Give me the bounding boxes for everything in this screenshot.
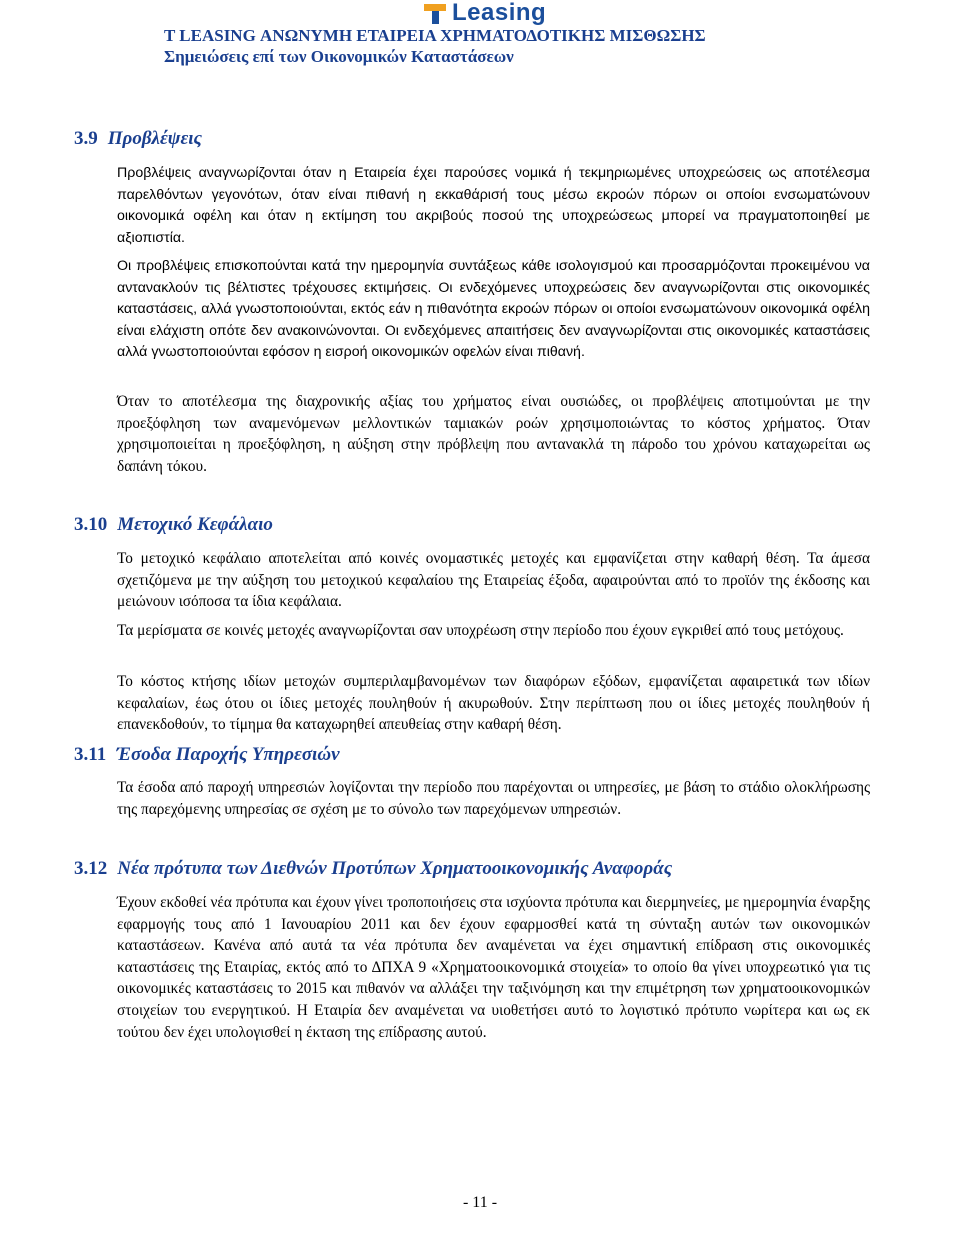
page-number: - 11 -: [462, 1194, 498, 1211]
paragraph: Τα μερίσματα σε κοινές μετοχές αναγνωρίζονται σαν υποχρέωση στην περίοδο που έχουν εγκριθεί από τους μετόχους.: [117, 622, 844, 639]
paragraph: Τα έσοδα από παροχή υπηρεσιών λογίζονται την περίοδο που παρέχονται οι υπηρεσίες, με βάση το στάδιο ολοκλήρωσης της παρεχόμενης υπηρεσίας σε σχέση με το σύνολο των παρεχόμενων υπηρεσιών.: [117, 779, 870, 818]
section-title-3-12: 3.12 Νέα πρότυπα των Διεθνών Προτύπων Χρηματοοικονομικής Αναφοράς: [74, 858, 673, 879]
company-name: T LEASING ΑΝΩΝΥΜΗ ΕΤΑΙΡΕΙΑ ΧΡΗΜΑΤΟΔΟΤΙΚΗΣ ΜΙΣΘΩΣΗΣ: [164, 26, 706, 45]
paragraph: Το μετοχικό κεφάλαιο αποτελείται από κοινές ονομαστικές μετοχές και εμφανίζεται στην καθαρή θέση. Τα άμεσα σχετιζόμενα με την αύξηση του μετοχικού κεφαλαίου της Εταιρείας έξοδα, αφαιρούνται από το προϊόν της έκδοσης και μειώνουν ισόποσα τα ίδια κεφάλαια.: [117, 550, 870, 611]
paragraph: Το κόστος κτήσης ιδίων μετοχών συμπεριλαμβανομένων των διαφόρων εξόδων, εμφανίζεται αφαιρετικά των ιδίων κεφαλαίων, έως ότου οι ίδιες μετοχές πουληθούν ή ακυρωθούν. Στην περίπτωση που οι ίδιες μετοχές πουληθούν ή επανεκδοθούν, το τίμημα θα καταχωρηθεί απευθείας στην καθαρή θέση.: [117, 673, 870, 734]
section-title-3-11: 3.11 Έσοδα Παροχής Υπηρεσιών: [74, 744, 340, 765]
section-title-3-9: 3.9 Προβλέψεις: [74, 128, 203, 149]
paragraph: Έχουν εκδοθεί νέα πρότυπα και έχουν γίνει τροποποιήσεις στα ισχύοντα πρότυπα και διερμηνείες, με ημερομηνία έναρξης εφαρμογής τους από 1 Ιανουαρίου 2011 και δεν έχουν εφαρμοσθεί κατά τη σύνταξη αυτών των οικονομικών καταστάσεων. Κανένα από αυτά τα νέα πρότυπα δεν αναμένεται να έχει σημαντική επίδραση στις οικονομικές καταστάσεις της Εταιρίας, εκτός από το ΔΠΧΑ 9 «Χρηματοοικονομικά στοιχεία» το οποίο θα γίνει υποχρεωτικό για τις οικονομικές καταστάσεις το 2015 και πιθανόν να αλλάξει την ταξινόμηση και την επιμέτρηση των χρηματοοικονομικών στοιχείων του ενεργητικού. Η Εταιρία δεν αναμένεται να υιοθετήσει αυτό το λογιστικό πρότυπο νωρίτερα και ως εκ τούτου δεν έχει υπολογισθεί η έκταση της επίδρασης αυτού.: [117, 894, 870, 1041]
t-logo-icon: [424, 2, 446, 24]
document-subtitle: Σημειώσεις επί των Οικονομικών Καταστάσεων: [164, 47, 514, 66]
paragraph: Προβλέψεις αναγνωρίζονται όταν η Εταιρεία έχει παρούσες νομικά ή τεκμηριωμένες υποχρεώσεις ως αποτέλεσμα παρελθόντων γεγονότων, όταν είναι πιθανή η εκκαθάρισή τους μέσω εκροών πόρων οι οποίοι ενσωματώνουν οικονομικά οφέλη και όταν η εκτίμηση του ακριβούς ποσού της υποχρεώσεως μπορεί να πραγματοποιηθεί με αξιοπιστία.: [117, 165, 870, 246]
logo-text: Leasing: [452, 0, 547, 26]
paragraph: Οι προβλέψεις επισκοπούνται κατά την ημερομηνία συντάξεως κάθε ισολογισμού και προσαρμόζονται προκειμένου να αντανακλούν τις βέλτιστες τρέχουσες εκτιμήσεις. Οι ενδεχόμενες υποχρεώσεις δεν αναγνωρίζονται στις οικονομικές καταστάσεις, αλλά γνωστοποιούνται, εκτός εάν η πιθανότητα εκροών πόρων οι οποίοι ενσωματώνουν οικονομικά οφέλη είναι ελάχιστη οπότε δεν ανακοινώνονται. Οι ενδεχόμενες απαιτήσεις δεν αναγνωρίζονται στις οικονομικές καταστάσεις αλλά γνωστοποιούνται εφόσον η εισροή οικονομικών οφελών είναι πιθανή.: [117, 258, 870, 361]
company-logo: [424, 0, 546, 26]
section-title-3-10: 3.10 Μετοχικό Κεφάλαιο: [74, 514, 273, 535]
paragraph: Όταν το αποτέλεσμα της διαχρονικής αξίας του χρήματος είναι ουσιώδες, οι προβλέψεις αποτιμούνται με την προεξόφληση των αναμενόμενων μελλοντικών ταμιακών ροών χρησιμοποιώντας το κόστος χρήματος. Όταν χρησιμοποιείται η προεξόφληση, η αύξηση στην πρόβλεψη που αντανακλά τη πάροδο του χρόνου καταχωρείται ως δαπάνη τόκου.: [117, 393, 870, 475]
